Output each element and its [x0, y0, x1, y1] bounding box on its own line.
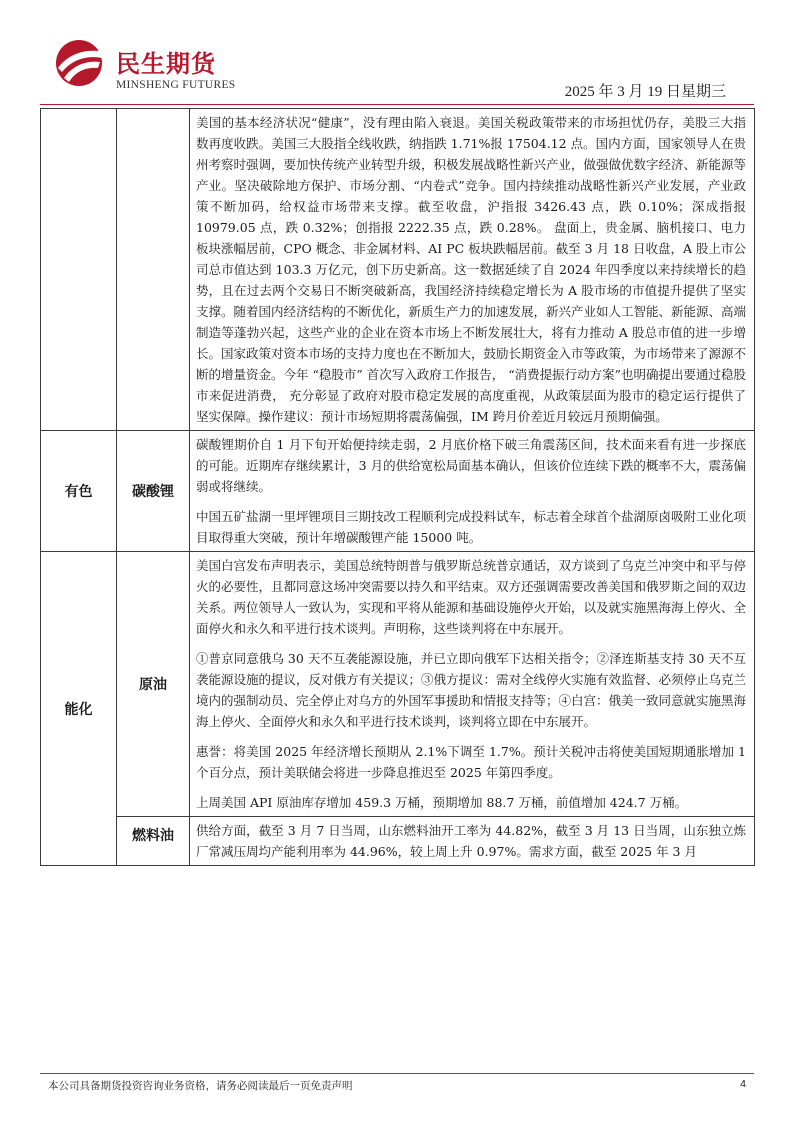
table-row-lithium	[41, 431, 755, 552]
lithium-paragraph-1: 碳酸锂期价自 1 月下旬开始便持续走弱，2 月底价格下破三角震荡区间，技术面来看有进一步探底的可能。近期库存继续累计，3 月的供给宽松局面基本确认，但该价位连续下跌的概率不大，震荡偏弱或将继续。	[196, 437, 746, 494]
table-row-fuel-oil	[41, 817, 755, 866]
fuel-paragraph: 供给方面，截至 3 月 7 日当周，山东燃料油开工率为 44.82%，截至 3 月 13 日当周，山东独立炼厂常减压周均产能利用率为 44.96%，较上周上升 0.97%。需求方面，截至 2025 年 3 月	[196, 823, 746, 859]
product-crude-oil: 原油	[117, 552, 190, 817]
category-cell-empty	[41, 109, 117, 431]
page-header	[0, 0, 794, 110]
lithium-paragraph-2: 中国五矿盐湖一里坪锂项目三期技改工程顺利完成投料试车，标志着全球首个盐湖原卤吸附工业化项目取得重大突破，预计年增碳酸锂产能 15000 吨。	[196, 509, 747, 545]
table-row-equity	[41, 109, 755, 431]
footer-disclaimer: 本公司具备期货投资咨询业务资格，请务必阅读最后一页免责声明	[48, 1080, 353, 1092]
crude-paragraph-4: 上周美国 API 原油库存增加 459.3 万桶，预期增加 88.7 万桶，前值增加 424.7 万桶。	[196, 795, 688, 810]
table-row-crude-oil	[41, 552, 755, 817]
lithium-analysis-cell	[190, 431, 755, 552]
brand-name-en: MINSHENG FUTURES	[116, 79, 236, 91]
brand-name-cn: 民生期货	[116, 50, 216, 78]
crude-paragraph-3: 惠誉：将美国 2025 年经济增长预期从 2.1%下调至 1.7%。预计关税冲击将使美国短期通胀增加 1 个百分点，预计美联储会将进一步降息推迟至 2025 年第四季度。	[196, 744, 746, 780]
crude-paragraph-2: ①普京同意俄乌 30 天不互袭能源设施，并已立即向俄军下达相关指令；②泽连斯基支持 30 天不互袭能源设施的提议，反对俄方有关提议；③俄方提议：需对全线停火实施有效监督、必须停止乌克兰境内的强制动员、完全停止对乌方的外国军事援助和情报支持等；④白宫：俄美一致同意就实施黑海海上停火、全面停火和永久和平进行技术谈判，谈判将立即在中东展开。	[196, 651, 747, 729]
equity-analysis-cell	[190, 109, 755, 431]
category-energy-chemical: 能化	[41, 552, 117, 866]
category-nonferrous: 有色	[41, 431, 117, 552]
product-cell-empty	[117, 109, 190, 431]
product-fuel-oil: 燃料油	[117, 817, 190, 866]
fuel-analysis-cell	[190, 817, 755, 866]
commodity-table	[40, 108, 755, 866]
crude-paragraph-1: 美国白宫发布声明表示，美国总统特朗普与俄罗斯总统普京通话，双方谈到了乌克兰冲突中和平与停火的必要性，且都同意这场冲突需要以持久和平结束。双方还强调需要改善美国和俄罗斯之间的双边关系。两位领导人一致认为，实现和平将从能源和基础设施停火开始，以及就实施黑海海上停火、全面停火和永久和平进行技术谈判。声明称，这些谈判将在中东展开。	[196, 558, 747, 636]
footer-divider	[40, 1073, 754, 1074]
minsheng-logo-icon	[50, 38, 108, 88]
product-lithium-carbonate: 碳酸锂	[117, 431, 190, 552]
equity-paragraph: 美国的基本经济状况“健康”，没有理由陷入衰退。美国关税政策带来的市场担忧仍存，美股三大指数再度收跌。美国三大股指全线收跌，纳指跌 1.71%报 17504.12 点。国内方面，国家领导人在贵州考察时强调，要加快传统产业转型升级，积极发展战略性新兴产业，做强做优数字经济、新能源等产业。坚决破除地方保护、市场分割、“内卷式”竞争。国内持续推动战略性新兴产业发展，产业政策不断加码，给权益市场带来支撑。截至收盘，沪指报 3426.43 点，跌 0.10%；深成指报 10979.05 点，跌 0.32%；创指报 2222.35 点，跌 0.28%。 盘面上，贵金属、脑机接口、电力板块涨幅居前，CPO 概念、非金属材料、AI PC 板块跌幅居前。截至 3 月 18 日收盘，A 股上市公司总市值达到 103.3 万亿元，创下历史新高。这一数据延续了自 2024 年四季度以来持续增长的趋势，且在过去两个交易日不断突破新高，我国经济持续稳定增长为 A 股市场的市值提升提供了坚实支撑。随着国内经济结构的不断优化，新质生产力的加速发展，新兴产业如人工智能、新能源、高端制造等蓬勃兴起，这些产业的企业在资本市场上不断发展壮大，将有力推动 A 股总市值的进一步增长。国家政策对资本市场的支持力度也在不断加大，鼓励长期资金入市等政策，为市场带来了源源不断的增量资金。今年 “稳股市” 首次写入政府工作报告， “消费提振行动方案”也明确提出要通过稳股市来促进消费， 充分彰显了政府对股市稳定发展的高度重视，从政策层面为股市的稳定运行提供了坚实保障。操作建议：预计市场短期将震荡偏强，IM 跨月价差近月较远月预期偏强。	[196, 115, 747, 424]
header-divider	[40, 104, 754, 105]
report-date: 2025 年 3 月 19 日星期三	[564, 84, 726, 100]
crude-analysis-cell	[190, 552, 755, 817]
page-number: 4	[740, 1078, 746, 1090]
